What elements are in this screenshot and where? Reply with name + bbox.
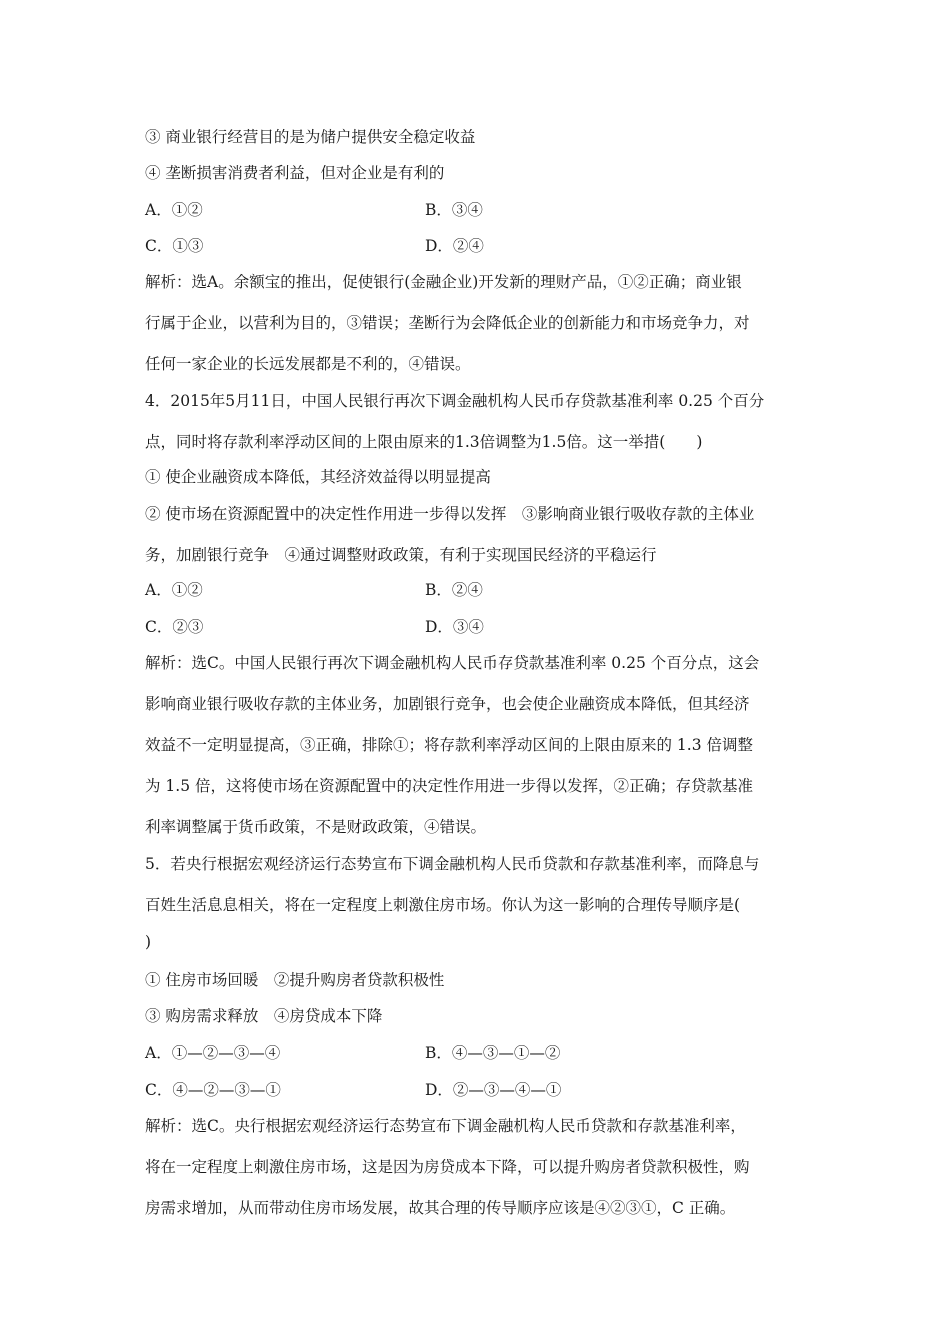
q5-option-a: A．①—②—③—④	[145, 1044, 281, 1062]
q3-analysis-line: 任何一家企业的长远发展都是不利的，④错误。	[145, 355, 471, 373]
q4-analysis-line: 利率调整属于货币政策，不是财政政策，④错误。	[145, 818, 487, 836]
q5-option-d: D．②—③—④—①	[425, 1081, 562, 1099]
q5-stem-line: 5．若央行根据宏观经济运行态势宣布下调金融机构人民币贷款和存款基准利率，而降息与	[145, 855, 760, 873]
q5-analysis-line: 房需求增加，从而带动住房市场发展，故其合理的传导顺序应该是④②③①，C 正确。	[145, 1199, 736, 1217]
q4-option-d: D．③④	[425, 618, 484, 636]
q3-analysis-line: 解析：选A。余额宝的推出，促使银行(金融企业)开发新的理财产品，①②正确；商业银	[145, 273, 742, 291]
q5-stem-line: 百姓生活息息相关，将在一定程度上刺激住房市场。你认为这一影响的合理传导顺序是(	[145, 896, 741, 914]
q3-option-d: D．②④	[425, 237, 484, 255]
q4-analysis-line: 为 1.5 倍，这将使市场在资源配置中的决定性作用进一步得以发挥，②正确；存贷款基准	[145, 777, 754, 795]
q3-analysis-line: 行属于企业，以营利为目的，③错误；垄断行为会降低企业的创新能力和市场竞争力，对	[145, 314, 750, 332]
q3-item-3: ③ 商业银行经营目的是为储户提供安全稳定收益	[145, 128, 476, 146]
q3-option-b: B．③④	[425, 201, 483, 219]
q4-item-line: ① 使企业融资成本降低，其经济效益得以明显提高	[145, 468, 491, 486]
q4-stem-line: 4．2015年5月11日，中国人民银行再次下调金融机构人民币存贷款基准利率 0.25 个百分	[145, 392, 765, 410]
q5-option-b: B．④—③—①—②	[425, 1044, 561, 1062]
q5-option-c: C．④—②—③—①	[145, 1081, 281, 1099]
q5-analysis-line: 解析：选C。央行根据宏观经济运行态势宣布下调金融机构人民币贷款和存款基准利率，	[145, 1117, 746, 1135]
q3-item-4: ④ 垄断损害消费者利益，但对企业是有利的	[145, 164, 445, 182]
q3-option-c: C．①③	[145, 237, 204, 255]
q5-stem-line: )	[145, 933, 152, 951]
q5-item-line: ③ 购房需求释放 ④房贷成本下降	[145, 1007, 383, 1025]
q3-option-a: A．①②	[145, 201, 203, 219]
q5-item-line: ① 住房市场回暖 ②提升购房者贷款积极性	[145, 971, 445, 989]
q4-option-b: B．②④	[425, 581, 483, 599]
q4-analysis-line: 解析：选C。中国人民银行再次下调金融机构人民币存贷款基准利率 0.25 个百分点，这会	[145, 654, 760, 672]
q4-option-a: A．①②	[145, 581, 203, 599]
q4-item-line: 务，加剧银行竞争 ④通过调整财政政策，有利于实现国民经济的平稳运行	[145, 546, 657, 564]
q4-option-c: C．②③	[145, 618, 204, 636]
q5-analysis-line: 将在一定程度上刺激住房市场，这是因为房贷成本下降，可以提升购房者贷款积极性，购	[145, 1158, 750, 1176]
q4-stem-line: 点，同时将存款利率浮动区间的上限由原来的1.3倍调整为1.5倍。这一举措( )	[145, 433, 703, 451]
q4-item-line: ② 使市场在资源配置中的决定性作用进一步得以发挥 ③影响商业银行吸收存款的主体业	[145, 505, 755, 523]
q4-analysis-line: 影响商业银行吸收存款的主体业务，加剧银行竞争，也会使企业融资成本降低，但其经济	[145, 695, 750, 713]
q4-analysis-line: 效益不一定明显提高，③正确，排除①；将存款利率浮动区间的上限由原来的 1.3 倍调整	[145, 736, 754, 754]
